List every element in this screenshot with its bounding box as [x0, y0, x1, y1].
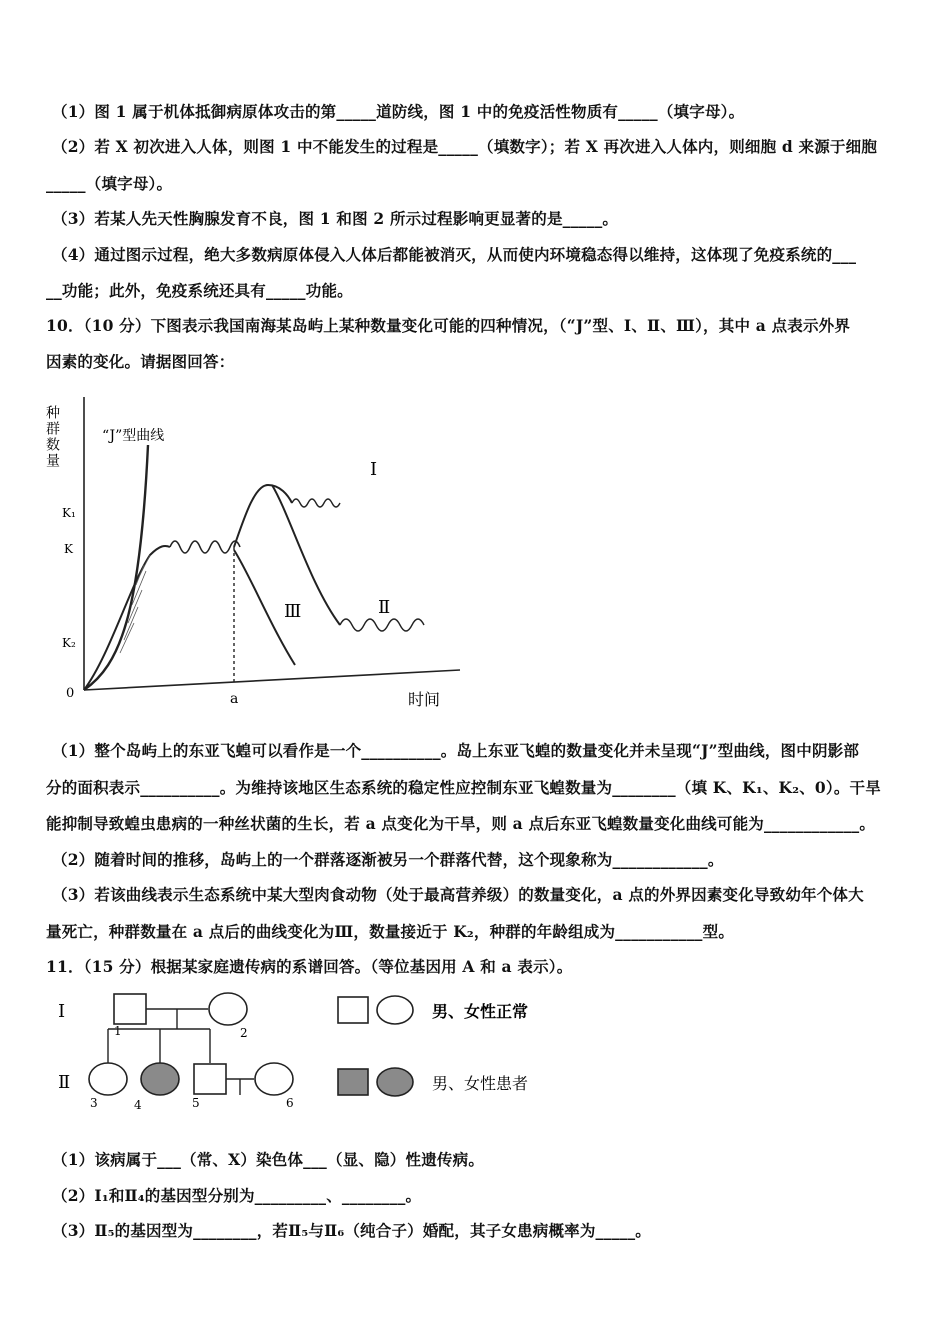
- q9-part1: （1）图 1 属于机体抵御病原体攻击的第_____道防线，图 1 中的免疫活性物质有_____（填字母）。: [52, 102, 745, 121]
- q9-part2-b: _____（填字母）。: [46, 174, 173, 193]
- individual-ii6: [255, 1063, 293, 1095]
- label-ii3: 3: [90, 1096, 98, 1110]
- q10-part2: （2）随着时间的推移，岛屿上的一个群落逐渐被另一个群落代替，这个现象称为____________。: [52, 850, 724, 869]
- curve-i-label: Ⅰ: [370, 459, 378, 480]
- individual-ii5: [194, 1064, 226, 1094]
- individual-i2: [209, 993, 247, 1025]
- q10-part1-b: 分的面积表示__________。为维持该地区生态系统的稳定性应控制东亚飞蝗数量为________（填 K、K₁、K₂、0）。干旱: [46, 778, 881, 797]
- legend-normal-text: 男、女性正常: [432, 1002, 529, 1021]
- q11-stem: 11．（15 分）根据某家庭遗传病的系谱回答。（等位基因用 A 和 a 表示）。: [46, 957, 573, 976]
- q9-part4-b: __功能；此外，免疫系统还具有_____功能。: [46, 281, 353, 300]
- shaded-area: [120, 555, 150, 653]
- curve-i-oscillation: [292, 499, 340, 507]
- j-curve-label: “J”型曲线: [102, 428, 165, 444]
- q11-part1: （1）该病属于___（常、X）染色体___（显、隐）性遗传病。: [52, 1150, 485, 1169]
- tick-k: K: [64, 542, 73, 556]
- q10-part3-b: 量死亡，种群数量在 a 点后的曲线变化为Ⅲ，数量接近于 K₂，种群的年龄组成为___________型。: [46, 922, 735, 941]
- legend-normal-female: [377, 996, 413, 1024]
- label-ii4: 4: [134, 1098, 142, 1112]
- legend-affected-text: 男、女性患者: [432, 1074, 529, 1093]
- label-ii5: 5: [192, 1096, 200, 1110]
- curve-i: [234, 485, 292, 547]
- individual-i1: [114, 994, 146, 1024]
- legend-normal-male: [338, 997, 368, 1023]
- curve-ii-oscillation: [340, 619, 424, 631]
- tick-k2: K₂: [62, 636, 76, 650]
- curve-ii-label: Ⅱ: [378, 597, 391, 618]
- q10-stem-b: 因素的变化。请据图回答：: [46, 352, 235, 371]
- individual-ii3: [89, 1063, 127, 1095]
- j-curve: [84, 445, 148, 690]
- y-axis-label: 种群数量: [44, 405, 60, 469]
- q10-part1-c: 能抑制导致蝗虫患病的一种丝状菌的生长，若 a 点变化为干旱，则 a 点后东亚飞蝗数量变化曲线可能为____________。: [46, 814, 876, 833]
- generation-label-i: Ⅰ: [58, 1001, 66, 1022]
- individual-ii4: [141, 1063, 179, 1095]
- q10-stem-a: 10．（10 分）下图表示我国南海某岛屿上某种数量变化可能的四种情况，（“J”型、Ⅰ、Ⅱ、Ⅲ），其中 a 点表示外界: [46, 316, 851, 335]
- tick-zero: 0: [66, 686, 75, 701]
- q10-part1-a: （1）整个岛屿上的东亚飞蝗可以看作是一个__________。岛上东亚飞蝗的数量变化并未呈现“J”型曲线，图中阴影部: [52, 741, 860, 760]
- k-oscillation: [170, 541, 240, 553]
- pedigree-chart: [50, 985, 570, 1115]
- label-i1: 1: [114, 1024, 122, 1038]
- legend-affected-female: [377, 1068, 413, 1096]
- x-axis-label: 时间: [408, 690, 441, 709]
- population-growth-graph: [40, 385, 480, 715]
- generation-label-ii: Ⅱ: [58, 1072, 71, 1093]
- label-ii6: 6: [286, 1096, 294, 1110]
- q9-part2-a: （2）若 X 初次进入人体，则图 1 中不能发生的过程是_____（填数字）；若 X 再次进入人体内，则细胞 d 来源于细胞: [52, 137, 878, 156]
- x-axis: [84, 670, 460, 690]
- q9-part3: （3）若某人先天性胸腺发育不良，图 1 和图 2 所示过程影响更显著的是_____。: [52, 209, 619, 228]
- q10-part3-a: （3）若该曲线表示生态系统中某大型肉食动物（处于最高营养级）的数量变化，a 点的外界因素变化导致幼年个体大: [52, 885, 864, 904]
- q9-part4-a: （4）通过图示过程，绝大多数病原体侵入人体后都能被消灭，从而使内环境稳态得以维持，这体现了免疫系统的___: [52, 245, 857, 264]
- tick-a: a: [230, 691, 239, 707]
- label-i2: 2: [240, 1026, 248, 1040]
- tick-k1: K₁: [62, 506, 76, 520]
- q11-part2: （2）Ⅰ₁和Ⅱ₄的基因型分别为_________、________。: [52, 1186, 422, 1205]
- curve-iii-label: Ⅲ: [284, 601, 302, 622]
- legend-affected-male: [338, 1069, 368, 1095]
- q11-part3: （3）Ⅱ₅的基因型为________，若Ⅱ₅与Ⅱ₆（纯合子）婚配，其子女患病概率为_____。: [52, 1221, 651, 1240]
